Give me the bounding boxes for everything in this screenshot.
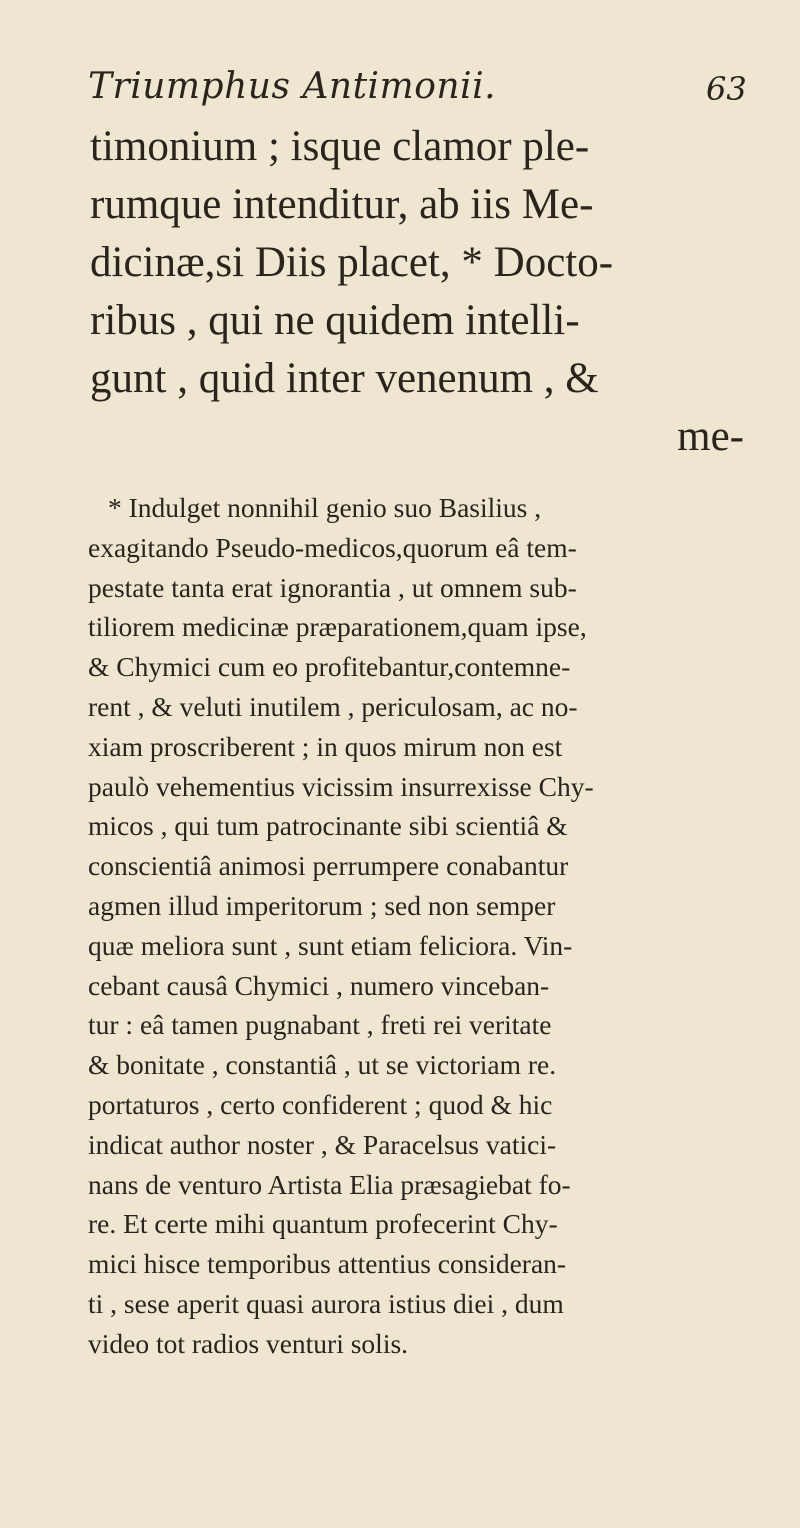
footnote-line: micos , qui tum patrocinante sibi scientiâ & — [88, 810, 568, 842]
footnote-line: tiliorem medicinæ præparationem,quam ipse, — [88, 611, 587, 643]
footnote-line: tur : eâ tamen pugnabant , freti rei veritate — [88, 1009, 552, 1041]
footnote-line: nans de venturo Artista Elia præsagiebat fo- — [88, 1168, 571, 1200]
text-line: gunt , quid inter venenum , & — [90, 355, 599, 402]
footnote-block — [88, 488, 748, 1364]
catchword: me- — [677, 413, 744, 460]
text-line: rumque intenditur, ab iis Me- — [90, 181, 594, 228]
footnote-line: xiam proscriberent ; in quos mirum non est — [88, 730, 563, 762]
text-line: timonium ; isque clamor ple- — [90, 123, 590, 170]
footnote-line: exagitando Pseudo-medicos,quorum eâ tem- — [88, 531, 577, 563]
footnote-line: video tot radios venturi solis. — [88, 1327, 409, 1359]
footnote-line: portaturos , certo confiderent ; quod & hic — [88, 1088, 553, 1120]
footnote-line: quæ meliora sunt , sunt etiam feliciora. Vin- — [88, 929, 573, 961]
footnote-line: re. Et certe mihi quantum profecerint Chy- — [88, 1208, 558, 1240]
footnote-line: & Chymici cum eo profitebantur,contemne- — [88, 651, 571, 683]
footnote-line: conscientiâ animosi perrumpere conabantur — [88, 850, 569, 882]
footnote-line: ti , sese aperit quasi aurora istius diei , dum — [88, 1287, 564, 1319]
page-number: 63 — [706, 70, 747, 108]
main-text-block — [90, 118, 750, 466]
text-line: dicinæ,si Diis placet, * Docto- — [90, 239, 614, 286]
footnote-line: & bonitate , constantiâ , ut se victoriam re. — [88, 1049, 557, 1081]
footnote-line: pestate tanta erat ignorantia , ut omnem sub- — [88, 571, 577, 603]
running-head — [88, 66, 800, 116]
text-line: ribus , qui ne quidem intelli- — [90, 297, 580, 344]
footnote-line: indicat author noster , & Paracelsus vatici- — [88, 1128, 557, 1160]
footnote-line: rent , & veluti inutilem , periculosam, ac no- — [88, 690, 578, 722]
footnote-line: mici hisce temporibus attentius consideran- — [88, 1248, 567, 1280]
footnote-line: cebant causâ Chymici , numero vinceban- — [88, 969, 550, 1001]
footnote-line: agmen illud imperitorum ; sed non semper — [88, 889, 556, 921]
running-title: Triumphus Antimonii. — [88, 66, 497, 107]
footnote-line: * Indulget nonnihil genio suo Basilius , — [108, 492, 542, 523]
footnote-line: paulò vehementius vicissim insurrexisse Chy- — [88, 770, 594, 802]
